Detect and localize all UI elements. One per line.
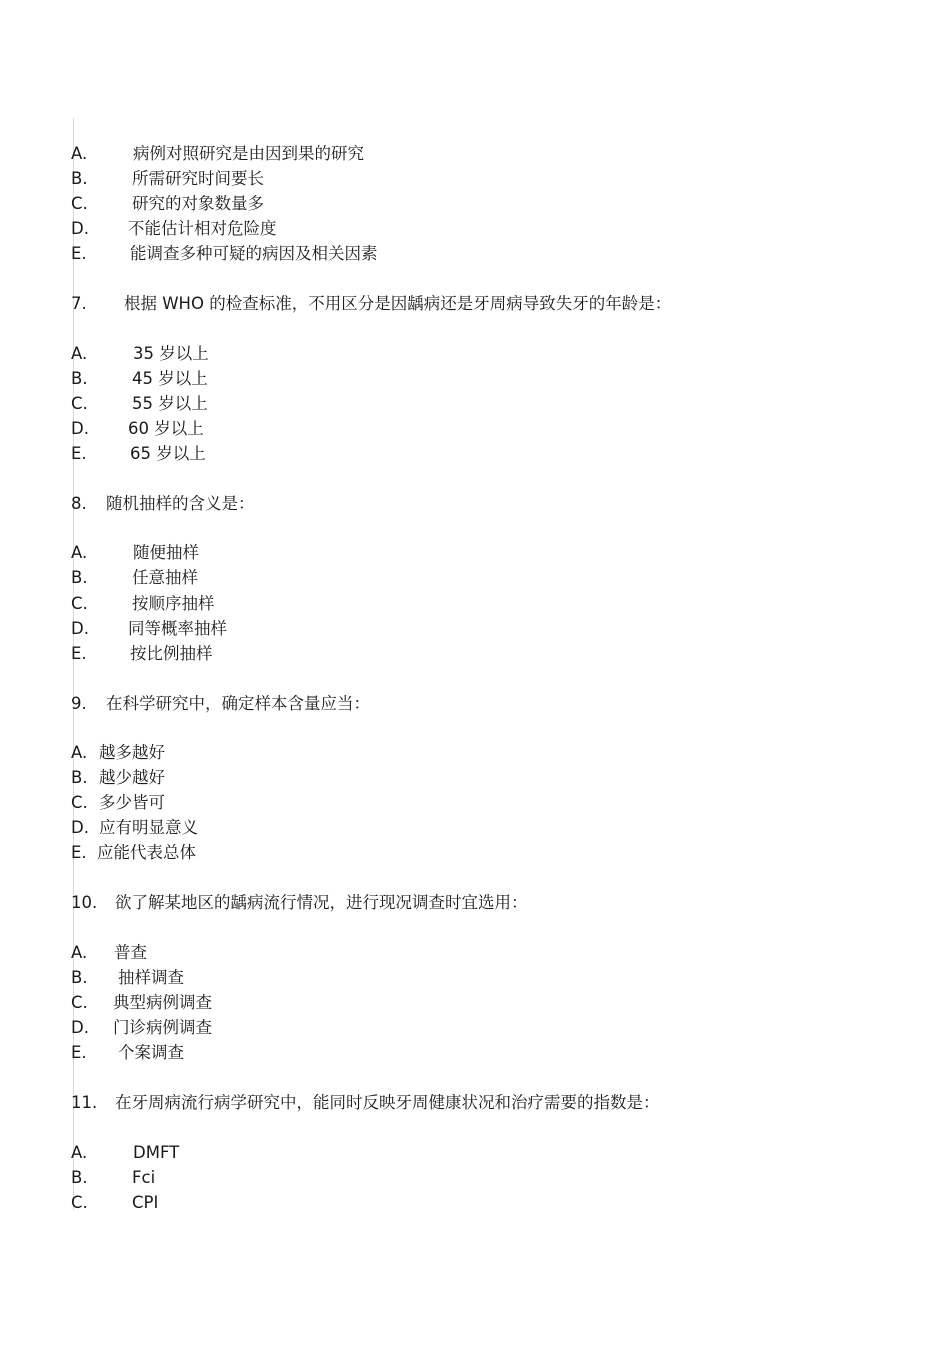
question-number: 10. xyxy=(71,893,98,912)
option-label: A. xyxy=(71,743,88,762)
option-label: D. xyxy=(71,419,89,438)
question-text: 随机抽样的含义是： xyxy=(106,494,255,513)
question-number: 8. xyxy=(71,494,87,513)
option-text: 随便抽样 xyxy=(133,543,199,562)
option-text: 任意抽样 xyxy=(132,568,198,587)
option-label: C. xyxy=(71,793,88,812)
option-label: C. xyxy=(71,194,88,213)
option-label: C. xyxy=(71,1193,88,1212)
question-text: 根据 WHO 的检查标准，不用区分是因龋病还是牙周病导致失牙的年龄是： xyxy=(124,294,672,313)
option-text: 65 岁以上 xyxy=(130,444,206,463)
option-text: 抽样调查 xyxy=(118,968,184,987)
option-label: C. xyxy=(71,594,88,613)
option-label: D. xyxy=(71,1018,89,1037)
option-label: E. xyxy=(71,444,87,463)
option-text: 研究的对象数量多 xyxy=(132,194,264,213)
option-text: 不能估计相对危险度 xyxy=(128,219,277,238)
option-label: E. xyxy=(71,843,87,862)
option-label: D. xyxy=(71,219,89,238)
option-text: 55 岁以上 xyxy=(132,394,208,413)
question-text: 在牙周病流行病学研究中，能同时反映牙周健康状况和治疗需要的指数是： xyxy=(115,1093,660,1112)
option-text: 病例对照研究是由因到果的研究 xyxy=(133,144,364,163)
question-number: 7. xyxy=(71,294,87,313)
option-label: B. xyxy=(71,1168,88,1187)
option-label: B. xyxy=(71,568,88,587)
option-text: DMFT xyxy=(133,1143,180,1162)
question-text: 在科学研究中，确定样本含量应当： xyxy=(106,694,370,713)
option-text: 同等概率抽样 xyxy=(128,619,227,638)
option-text: 60 岁以上 xyxy=(128,419,204,438)
option-label: B. xyxy=(71,768,88,787)
option-label: E. xyxy=(71,1043,87,1062)
option-text: 典型病例调查 xyxy=(113,993,212,1012)
option-text: 多少皆可 xyxy=(99,793,165,812)
option-label: E. xyxy=(71,244,87,263)
option-label: D. xyxy=(71,818,89,837)
option-text: 按比例抽样 xyxy=(130,644,213,663)
option-text: CPI xyxy=(132,1193,159,1212)
option-label: B. xyxy=(71,968,88,987)
option-label: C. xyxy=(71,394,88,413)
option-text: 应能代表总体 xyxy=(97,843,196,862)
question-text: 欲了解某地区的龋病流行情况，进行现况调查时宜选用： xyxy=(115,893,528,912)
option-label: A. xyxy=(71,943,88,962)
option-text: 个案调查 xyxy=(118,1043,184,1062)
option-label: B. xyxy=(71,169,88,188)
option-text: 45 岁以上 xyxy=(132,369,208,388)
option-label: A. xyxy=(71,144,88,163)
option-text: 所需研究时间要长 xyxy=(132,169,264,188)
option-label: A. xyxy=(71,344,88,363)
option-text: 能调查多种可疑的病因及相关因素 xyxy=(130,244,378,263)
option-text: 越多越好 xyxy=(99,743,165,762)
option-text: 越少越好 xyxy=(99,768,165,787)
option-text: 门诊病例调查 xyxy=(113,1018,212,1037)
option-label: D. xyxy=(71,619,89,638)
option-text: 按顺序抽样 xyxy=(132,594,215,613)
option-text: Fci xyxy=(132,1168,156,1187)
question-number: 9. xyxy=(71,694,87,713)
option-label: B. xyxy=(71,369,88,388)
option-label: E. xyxy=(71,644,87,663)
option-label: C. xyxy=(71,993,88,1012)
question-number: 11. xyxy=(71,1093,98,1112)
option-label: A. xyxy=(71,1143,88,1162)
option-text: 普查 xyxy=(114,943,147,962)
option-label: A. xyxy=(71,543,88,562)
option-text: 应有明显意义 xyxy=(99,818,198,837)
option-text: 35 岁以上 xyxy=(133,344,209,363)
